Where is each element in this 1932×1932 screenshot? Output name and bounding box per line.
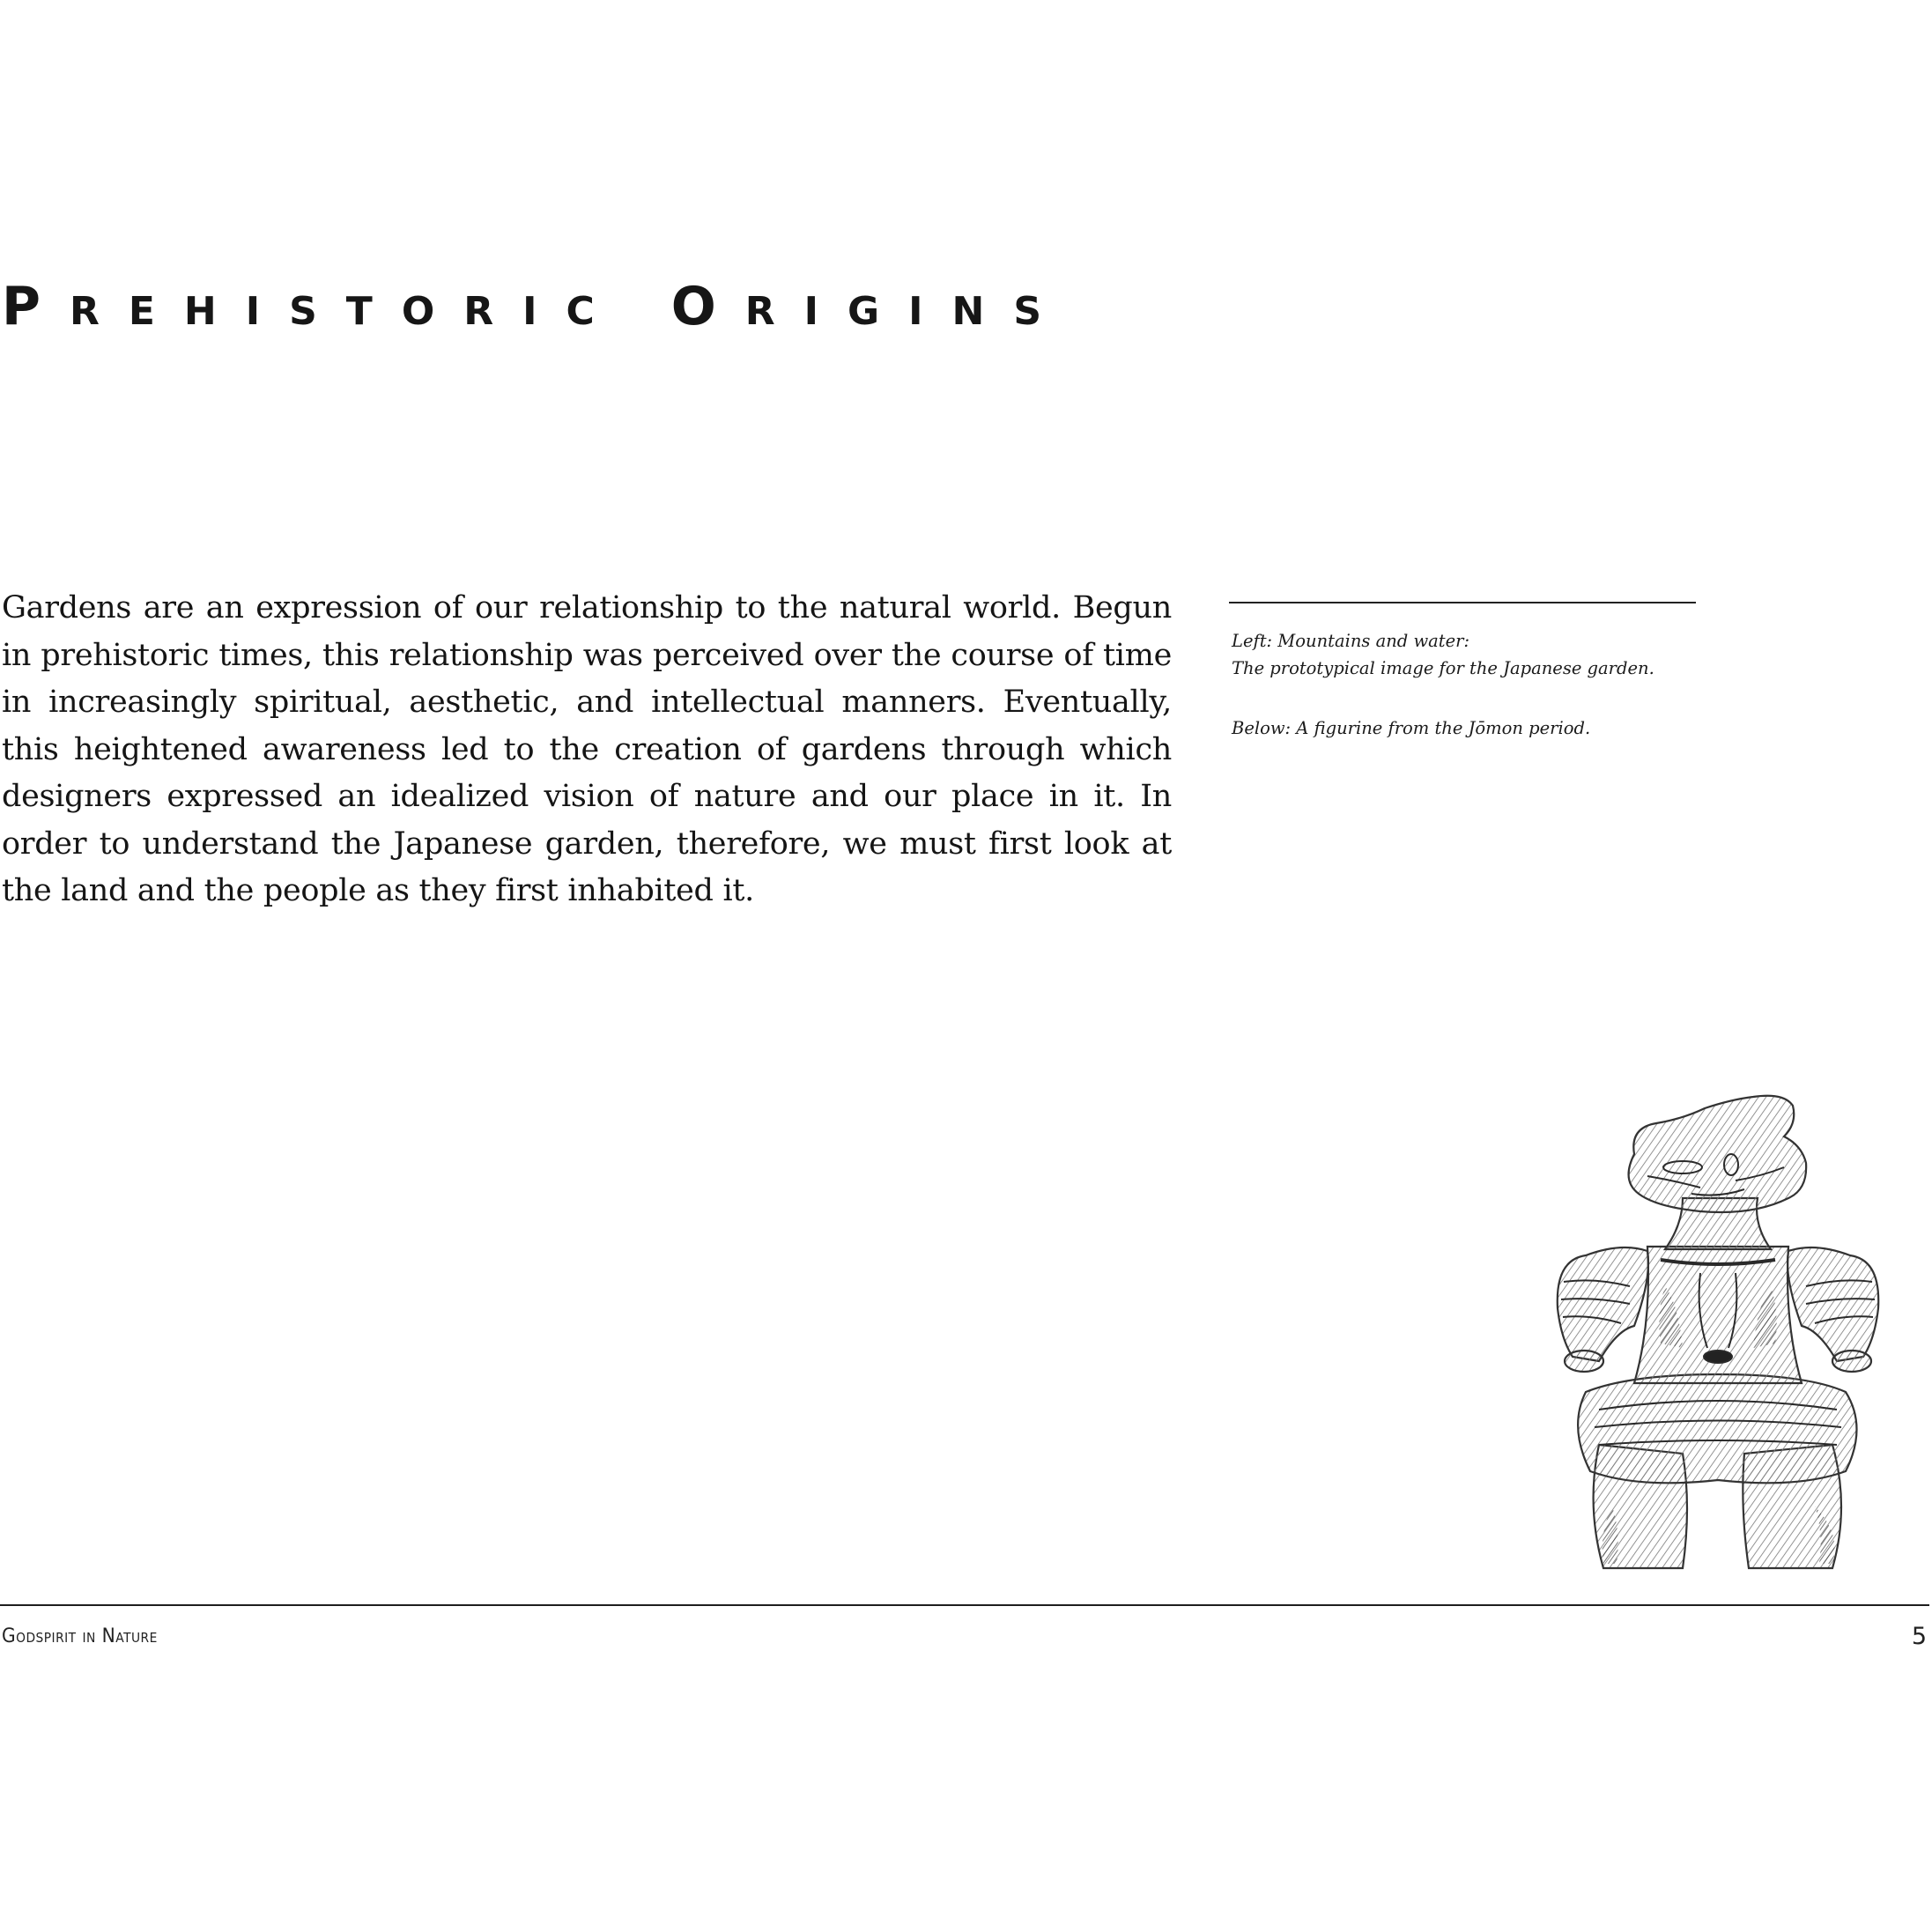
- title-word-origins: [670, 276, 1071, 337]
- body-paragraph: Gardens are an expression of our relationship to the natural world. Begun in prehistoric times, this relationship was perceived over the course of time in increasingly spiritual, aesthetic, and intellectual manners. Eventually, this heightened awareness led to the creation of gardens through which designers expressed an idealized vision of nature and our place in it. In order to understand the Japanese garden, therefore, we must first look at the land and the people as they first inhabited it.: [2, 590, 1172, 908]
- title-word-prehistoric: [2, 276, 624, 337]
- caption-gap: [1232, 682, 1725, 714]
- title-initial: P: [2, 276, 70, 337]
- running-footer-title: Godspirit in Nature: [2, 1625, 158, 1647]
- figure-captions: [1232, 627, 1725, 742]
- page-number: 5: [1911, 1623, 1927, 1650]
- caption-below: Below: A figurine from the Jōmon period.: [1232, 718, 1591, 738]
- page-title: [2, 276, 1118, 337]
- title-initial: O: [670, 276, 745, 337]
- jomon-figurine-illustration: [1551, 1092, 1885, 1581]
- caption-left-line2: The prototypical image for the Japanese garden.: [1232, 658, 1654, 678]
- title-rest: RIGINS: [744, 289, 1071, 334]
- caption-left-line1: Left: Mountains and water:: [1232, 631, 1470, 651]
- caption-divider: [1229, 602, 1696, 603]
- figurine-drawing-icon: [1551, 1092, 1885, 1581]
- footer-divider: [0, 1604, 1929, 1606]
- title-rest: REHISTORIC: [69, 289, 624, 334]
